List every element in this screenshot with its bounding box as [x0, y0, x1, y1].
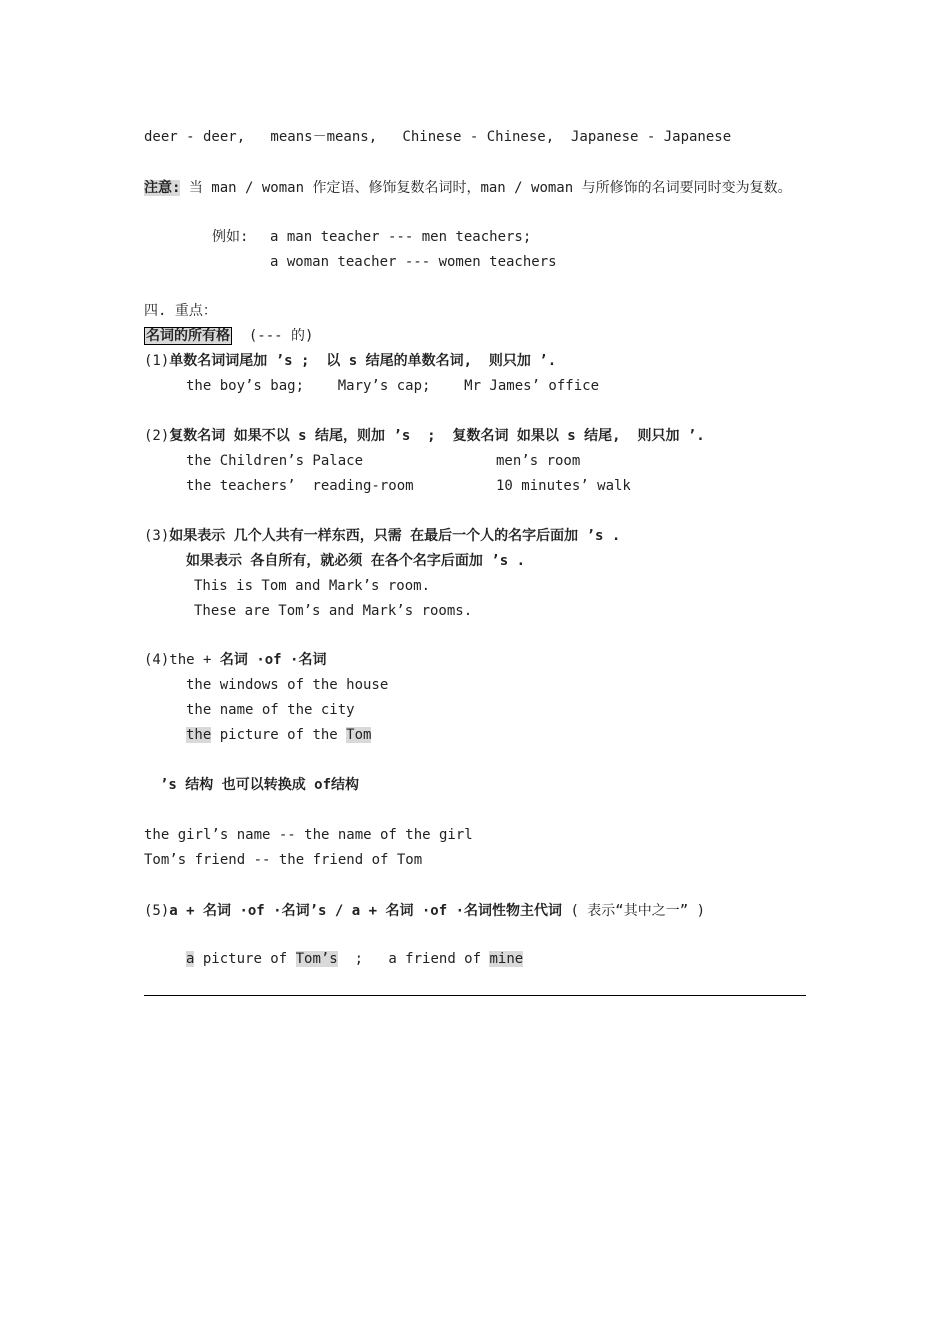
rule-1: [144, 351, 556, 371]
rule-5-example-mid: picture of: [194, 951, 296, 967]
rule-4-plus: +: [194, 652, 220, 668]
rule-3-text-2: 如果表示 各自所有，就必须 在各个名字后面加 ’s .: [186, 553, 525, 569]
highlight-toms: Tom’s: [295, 951, 338, 967]
rule-2-example-2a: the teachers’ reading-room: [186, 478, 414, 494]
rule-4-text: 名词 ·of ·名词: [219, 652, 327, 668]
rule-5-example-sep: ; a friend of: [337, 951, 490, 967]
note-example-1: a man teacher --- men teachers;: [270, 229, 532, 245]
conversion-title: ’s 结构 也可以转换成 of结构: [160, 777, 360, 793]
note-label: 注意:: [144, 180, 181, 196]
rule-1-text: 单数名词词尾加 ’s ; 以 s 结尾的单数名词, 则只加 ’.: [169, 353, 557, 369]
rule-4-example-3-mid: picture of the: [211, 727, 347, 743]
rule-2-number: (2): [144, 428, 170, 444]
horizontal-rule: [144, 995, 806, 996]
rule-4-the: the: [169, 652, 195, 668]
rule-5-note: ( 表示“其中之一” ): [562, 903, 706, 919]
rule-5-number: (5): [144, 903, 170, 919]
rule-2-example-1a: the Children’s Palace: [186, 453, 364, 469]
conversion-example-2: Tom’s friend -- the friend of Tom: [144, 852, 423, 868]
note-text: 当 man / woman 作定语、修饰复数名词时，man / woman 与所修饰的名词要同时变为复数。: [180, 180, 792, 196]
rule-1-example: the boy’s bag; Mary’s cap; Mr James’ office: [186, 378, 600, 394]
rule-3-text-1: 如果表示 几个人共有一样东西，只需 在最后一个人的名字后面加 ’s .: [169, 528, 621, 544]
note-example-2: a woman teacher --- women teachers: [270, 254, 557, 270]
highlight-tom: Tom: [346, 727, 372, 743]
rule-4-example-2: the name of the city: [186, 702, 355, 718]
example-label: 例如:: [212, 229, 249, 245]
rule-5: [144, 899, 806, 924]
rule-2-text: 复数名词 如果不以 s 结尾，则加 ’s ; 复数名词 如果以 s 结尾, 则只加 ’.: [169, 428, 705, 444]
highlight-the: the: [186, 727, 212, 743]
rule-3-number: (3): [144, 528, 170, 544]
rule-2-example-2b: 10 minutes’ walk: [496, 478, 631, 494]
highlight-a: a: [186, 951, 195, 967]
rule-2: [144, 426, 705, 446]
rule-4-example-3: [186, 725, 371, 745]
plural-examples-line: deer - deer, means－means, Chinese - Chinese, Japanese - Japanese: [144, 129, 732, 145]
possessive-title-line: [144, 326, 313, 346]
possessive-title-note: (--- 的): [232, 328, 314, 344]
rule-5-example: [186, 949, 523, 969]
possessive-title: 名词的所有格: [146, 328, 230, 344]
rule-3-example-1: This is Tom and Mark’s room.: [194, 578, 431, 594]
highlight-mine: mine: [489, 951, 524, 967]
conversion-example-1: the girl’s name -- the name of the girl: [144, 827, 473, 843]
rule-3-example-2: These are Tom’s and Mark’s rooms.: [194, 603, 473, 619]
rule-4-example-1: the windows of the house: [186, 677, 389, 693]
rule-1-number: (1): [144, 353, 170, 369]
rule-3: [144, 526, 620, 546]
rule-4: [144, 650, 326, 670]
rule-2-example-1b: men’s room: [496, 453, 581, 469]
note-paragraph: [144, 176, 806, 201]
section-four-heading: 四. 重点：: [144, 303, 217, 319]
rule-5-text: a + 名词 ·of ·名词’s / a + 名词 ·of ·名词性物主代词: [169, 903, 563, 919]
rule-4-number: (4): [144, 652, 170, 668]
